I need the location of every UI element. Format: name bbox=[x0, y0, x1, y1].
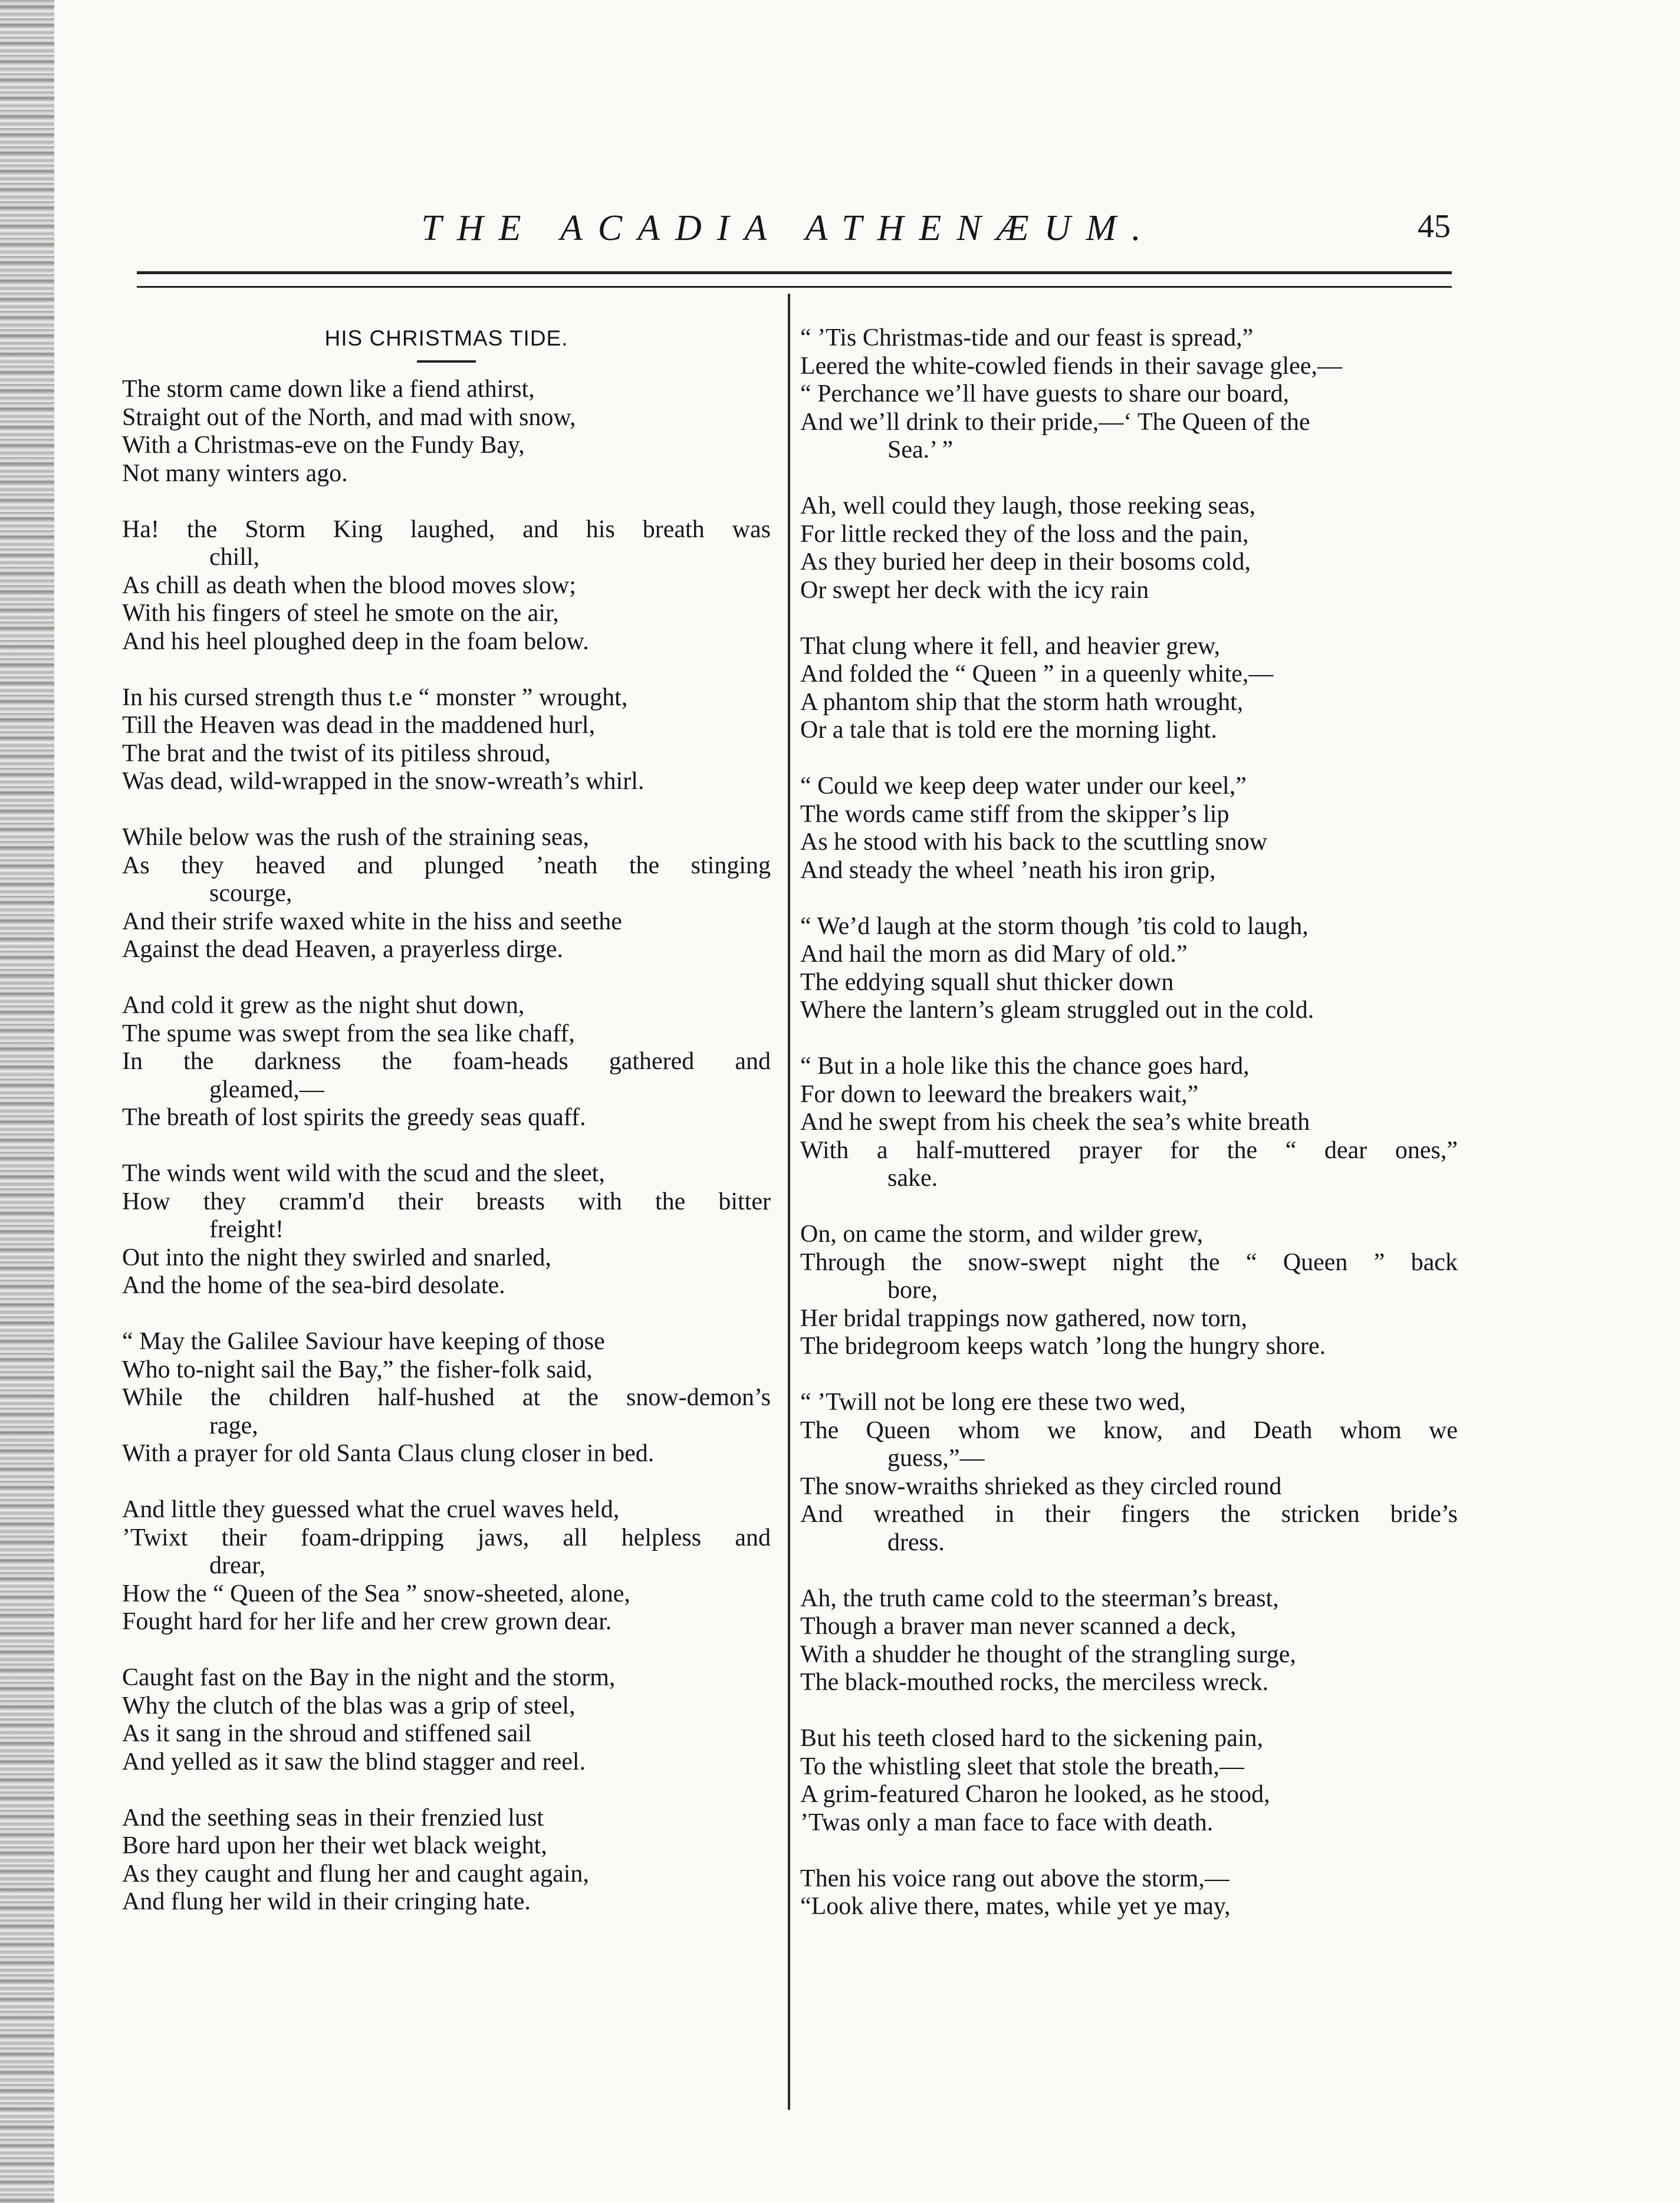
stanza bbox=[800, 913, 1458, 1025]
poem-line: Bore hard upon her their wet black weight, bbox=[122, 1832, 547, 1859]
poem-line: “ Could we keep deep water under our keel,” bbox=[800, 772, 1247, 800]
poem-line: As they heaved and plunged ’neath the stinging bbox=[122, 851, 771, 879]
poem-line: Was dead, wild-wrapped in the snow-wreath’s whirl. bbox=[122, 768, 645, 795]
poem-line: And hail the morn as did Mary of old.” bbox=[800, 941, 1188, 968]
poem-line: And folded the “ Queen ” in a queenly white,— bbox=[800, 660, 1274, 688]
poem-line: dress. bbox=[887, 1528, 945, 1556]
poem-line: To the whistling sleet that stole the breath,— bbox=[800, 1752, 1244, 1780]
stanza bbox=[122, 376, 771, 488]
poem-line: And the home of the sea-bird desolate. bbox=[122, 1272, 505, 1299]
poem-line: And his heel ploughed deep in the foam below. bbox=[122, 627, 589, 655]
poem-line: “ We’d laugh at the storm though ’tis cold to laugh, bbox=[800, 912, 1309, 940]
poem-line: With his fingers of steel he smote on the air, bbox=[122, 600, 559, 627]
poem-line: A phantom ship that the storm hath wrought, bbox=[800, 688, 1244, 716]
running-title: THE ACADIA ATHENÆUM. bbox=[421, 208, 1156, 248]
poem-line: How they cramm'd their breasts with the bitter bbox=[122, 1188, 771, 1215]
stanza bbox=[800, 1389, 1458, 1557]
poem-line: ’Twas only a man face to face with death. bbox=[800, 1809, 1214, 1836]
poem-line: With a Christmas-eve on the Fundy Bay, bbox=[122, 432, 525, 459]
poem-line: Ah, well could they laugh, those reeking seas, bbox=[800, 492, 1256, 519]
poem-line: As chill as death when the blood moves slow; bbox=[122, 571, 576, 599]
poem-line: With a prayer for old Santa Claus clung closer in bed. bbox=[122, 1440, 655, 1467]
stanza bbox=[800, 633, 1458, 745]
page-binding-edge bbox=[0, 0, 54, 2203]
poem-line: Or swept her deck with the icy rain bbox=[800, 576, 1149, 604]
poem-line: For little recked they of the loss and the pain, bbox=[800, 520, 1249, 548]
poem-line: sake. bbox=[887, 1165, 938, 1192]
poem-line: The snow-wraiths shrieked as they circled round bbox=[800, 1472, 1282, 1500]
poem-line: “ ’Twill not be long ere these two wed, bbox=[800, 1389, 1186, 1416]
poem-line: And flung her wild in their cringing hate. bbox=[122, 1888, 531, 1915]
stanza bbox=[800, 492, 1458, 604]
poem-line: And their strife waxed white in the hiss and seethe bbox=[122, 907, 622, 935]
poem-line: The words came stiff from the skipper’s lip bbox=[800, 800, 1229, 828]
stanza bbox=[122, 1664, 771, 1776]
poem-line: Though a braver man never scanned a deck, bbox=[800, 1613, 1237, 1640]
stanza bbox=[122, 1328, 771, 1468]
poem-line: “ ’Tis Christmas-tide and our feast is spread,” bbox=[800, 324, 1254, 351]
stanza bbox=[122, 516, 771, 656]
poem-line: As they caught and flung her and caught again, bbox=[122, 1860, 589, 1888]
right-column bbox=[800, 324, 1458, 1921]
poem-line: Or a tale that is told ere the morning light. bbox=[800, 716, 1217, 744]
poem-line: And the seething seas in their frenzied lust bbox=[122, 1804, 544, 1832]
column-divider bbox=[788, 294, 790, 2110]
header-rule-secondary bbox=[137, 286, 1452, 288]
poem-line: Who to-night sail the Bay,” the fisher-folk said, bbox=[122, 1356, 593, 1383]
stanza bbox=[122, 824, 771, 964]
stanza bbox=[800, 1725, 1458, 1837]
poem-line: The brat and the twist of its pitiless shroud, bbox=[122, 739, 551, 767]
poem-line: The bridegroom keeps watch ’long the hungry shore. bbox=[800, 1333, 1326, 1360]
stanza bbox=[800, 1221, 1458, 1361]
poem-line: gleamed,— bbox=[209, 1076, 324, 1103]
poem-line: Ha! the Storm King laughed, and his breath was bbox=[122, 515, 771, 543]
stanza bbox=[122, 1160, 771, 1300]
poem-line: With a shudder he thought of the strangling surge, bbox=[800, 1640, 1296, 1668]
poem-line: And he swept from his cheek the sea’s white breath bbox=[800, 1109, 1310, 1136]
poem-line: The winds went wild with the scud and the sleet, bbox=[122, 1160, 605, 1187]
poem-line: guess,”— bbox=[887, 1445, 985, 1472]
poem-line: The storm came down like a fiend athirst, bbox=[122, 376, 535, 403]
poem-line: And cold it grew as the night shut down, bbox=[122, 992, 525, 1019]
stanza bbox=[122, 992, 771, 1132]
poem-line: rage, bbox=[209, 1412, 258, 1439]
poem-line: Where the lantern’s gleam struggled out in the cold. bbox=[800, 997, 1314, 1024]
poem-line: The spume was swept from the sea like chaff, bbox=[122, 1020, 575, 1047]
stanza bbox=[800, 1865, 1458, 1921]
poem-line: But his teeth closed hard to the sickening pain, bbox=[800, 1725, 1263, 1752]
poem-line: How the “ Queen of the Sea ” snow-sheeted, alone, bbox=[122, 1580, 630, 1607]
poem-line: The eddying squall shut thicker down bbox=[800, 968, 1174, 996]
stanza bbox=[800, 772, 1458, 885]
poem-line: While below was the rush of the straining seas, bbox=[122, 824, 589, 851]
poem-line: And wreathed in their fingers the stricken bride’s bbox=[800, 1501, 1458, 1528]
poem-line: With a half-muttered prayer for the “ dear ones,” bbox=[800, 1136, 1458, 1164]
stanza bbox=[800, 324, 1458, 465]
poem-line: ’Twixt their foam-dripping jaws, all helpless and bbox=[122, 1524, 771, 1551]
header-rule bbox=[137, 271, 1452, 274]
poem-line: As he stood with his back to the scuttling snow bbox=[800, 828, 1268, 856]
poem-line: And we’ll drink to their pride,—‘ The Queen of the bbox=[800, 408, 1310, 436]
stanza bbox=[122, 684, 771, 796]
poem-line: Ah, the truth came cold to the steerman’s breast, bbox=[800, 1584, 1279, 1612]
poem-line: On, on came the storm, and wilder grew, bbox=[800, 1221, 1204, 1248]
poem-line: “ Perchance we’ll have guests to share our board, bbox=[800, 380, 1290, 407]
poem-line: Out into the night they swirled and snarled, bbox=[122, 1244, 551, 1271]
poem-line: chill, bbox=[209, 544, 260, 571]
poem-line: Sea.’ ” bbox=[887, 436, 954, 463]
poem-line: The black-mouthed rocks, the merciless wreck. bbox=[800, 1669, 1269, 1696]
poem-line: As they buried her deep in their bosoms cold, bbox=[800, 548, 1251, 576]
poem-line: Her bridal trappings now gathered, now torn, bbox=[800, 1304, 1248, 1332]
left-column bbox=[122, 324, 771, 1916]
poem-line: drear, bbox=[209, 1552, 266, 1579]
poem-line: Why the clutch of the blas was a grip of steel, bbox=[122, 1692, 576, 1719]
poem-line: Against the dead Heaven, a prayerless dirge. bbox=[122, 936, 563, 963]
stanza bbox=[800, 1585, 1458, 1697]
stanza bbox=[800, 1053, 1458, 1193]
poem-line: While the children half-hushed at the snow-demon’s bbox=[122, 1384, 771, 1411]
poem-line: Leered the white-cowled fiends in their savage glee,— bbox=[800, 352, 1342, 380]
poem-line: In the darkness the foam-heads gathered and bbox=[122, 1048, 771, 1075]
poem-line: Caught fast on the Bay in the night and the storm, bbox=[122, 1664, 616, 1691]
page-number: 45 bbox=[1418, 208, 1451, 245]
left-stanzas bbox=[122, 376, 771, 1916]
poem-line: Fought hard for her life and her crew grown dear. bbox=[122, 1608, 612, 1635]
poem-line: freight! bbox=[209, 1216, 284, 1243]
poem-line: And steady the wheel ’neath his iron grip, bbox=[800, 856, 1216, 884]
poem-line: Then his voice rang out above the storm,— bbox=[800, 1865, 1229, 1892]
poem-line: Not many winters ago. bbox=[122, 459, 348, 487]
page-header bbox=[127, 208, 1451, 261]
poem-line: For down to leeward the breakers wait,” bbox=[800, 1080, 1199, 1108]
poem-line: “ May the Galilee Saviour have keeping of those bbox=[122, 1328, 605, 1355]
stanza bbox=[122, 1496, 771, 1636]
title-rule bbox=[417, 360, 476, 363]
poem-line: scourge, bbox=[209, 880, 292, 907]
poem-line: Straight out of the North, and mad with snow, bbox=[122, 403, 576, 431]
poem-line: “Look alive there, mates, while yet ye may, bbox=[800, 1893, 1231, 1920]
poem-line: In his cursed strength thus t.e “ monster ” wrought, bbox=[122, 683, 628, 711]
poem-line: As it sang in the shroud and stiffened sail bbox=[122, 1720, 532, 1747]
poem-line: “ But in a hole like this the chance goes hard, bbox=[800, 1053, 1250, 1080]
right-stanzas bbox=[800, 324, 1458, 1921]
poem-title: HIS CHRISTMAS TIDE. bbox=[324, 326, 568, 350]
poem-line: That clung where it fell, and heavier grew, bbox=[800, 632, 1221, 660]
poem-line: bore, bbox=[887, 1277, 938, 1304]
poem-line: The breath of lost spirits the greedy seas quaff. bbox=[122, 1104, 586, 1131]
poem-line: And little they guessed what the cruel waves held, bbox=[122, 1496, 620, 1523]
poem-line: Till the Heaven was dead in the maddened hurl, bbox=[122, 712, 596, 739]
poem-line: And yelled as it saw the blind stagger and reel. bbox=[122, 1748, 586, 1775]
poem-line: A grim-featured Charon he looked, as he stood, bbox=[800, 1781, 1270, 1808]
stanza bbox=[122, 1804, 771, 1916]
poem-line: The Queen whom we know, and Death whom we bbox=[800, 1416, 1458, 1444]
poem-line: Through the snow-swept night the “ Queen ” back bbox=[800, 1248, 1458, 1276]
